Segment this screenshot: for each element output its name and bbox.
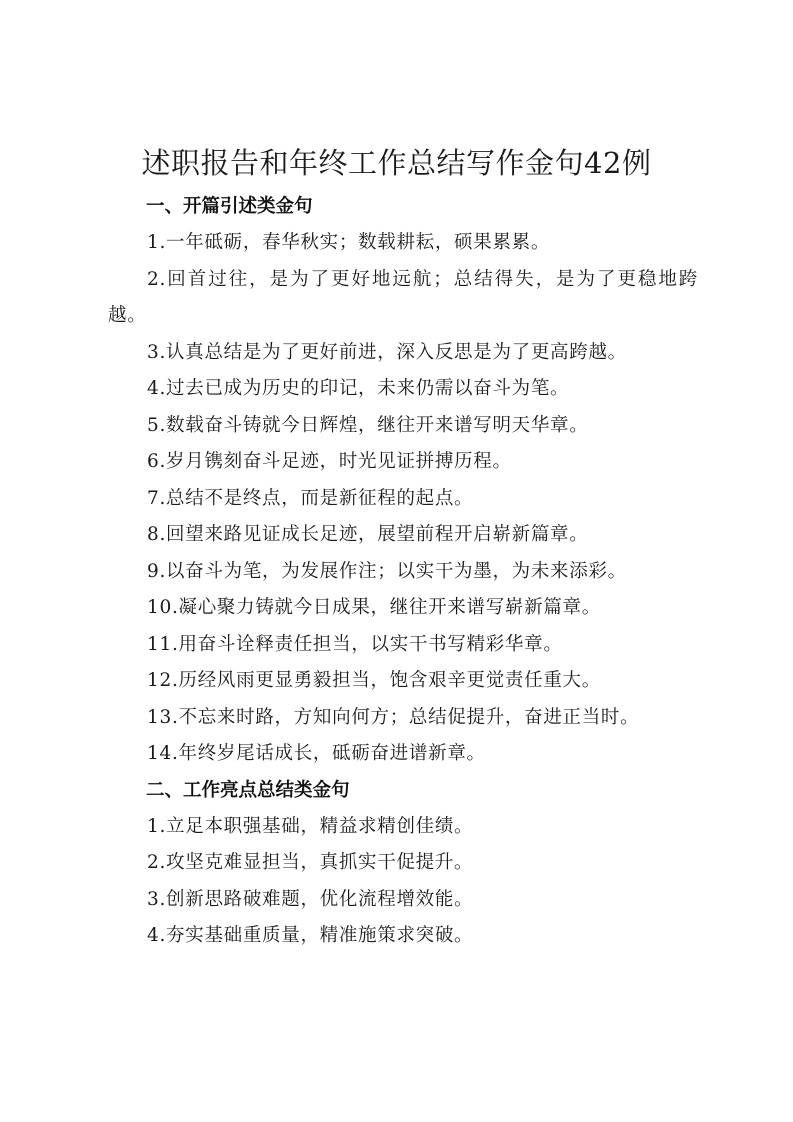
list-item: 4.过去已成为历史的印记，未来仍需以奋斗为笔。	[147, 378, 570, 399]
list-item: 3.认真总结是为了更好前进，深入反思是为了更高跨越。	[147, 341, 627, 363]
list-item: 12.历经风雨更显勇毅担当，饱含艰辛更觉责任重大。	[147, 670, 601, 691]
list-item: 10.凝心聚力铸就今日成果，继往开来谱写崭新篇章。	[147, 597, 601, 618]
list-item: 1.一年砥砺，春华秋实；数载耕耘，硕果累累。	[147, 232, 551, 253]
list-item: 3.创新思路破难题，优化流程增效能。	[147, 888, 474, 910]
section-opening-quotes	[108, 189, 698, 773]
list-item: 2.回首过往，是为了更好地远航；总结得失，是为了更稳地跨越。	[108, 268, 698, 326]
section-heading: 二、工作亮点总结类金句	[146, 779, 350, 801]
document-body	[108, 189, 698, 955]
document-title: 述职报告和年终工作总结写作金句42例	[141, 146, 652, 180]
list-item: 9.以奋斗为笔，为发展作注；以实干为墨，为未来添彩。	[147, 560, 627, 582]
list-item: 6.岁月镌刻奋斗足迹，时光见证拼搏历程。	[147, 451, 512, 472]
list-item: 14.年终岁尾话成长，砥砺奋进谱新章。	[147, 743, 486, 764]
section-work-highlights	[108, 773, 698, 955]
list-item: 2.攻坚克难显担当，真抓实干促提升。	[147, 852, 474, 873]
section-heading: 一、开篇引述类金句	[146, 196, 313, 217]
list-item: 8.回望来路见证成长足迹，展望前程开启崭新篇章。	[147, 524, 589, 545]
list-item: 13.不忘来时路，方知向何方；总结促提升，奋进正当时。	[147, 706, 640, 728]
list-item: 4.夯实基础重质量，精准施策求突破。	[147, 925, 474, 946]
list-item: 5.数载奋斗铸就今日辉煌，继往开来谱写明天华章。	[147, 414, 589, 436]
list-item: 1.立足本职强基础，精益求精创佳绩。	[147, 815, 474, 837]
list-item: 7.总结不是终点，而是新征程的起点。	[147, 487, 474, 509]
list-item: 11.用奋斗诠释责任担当，以实干书写精彩华章。	[147, 633, 563, 655]
